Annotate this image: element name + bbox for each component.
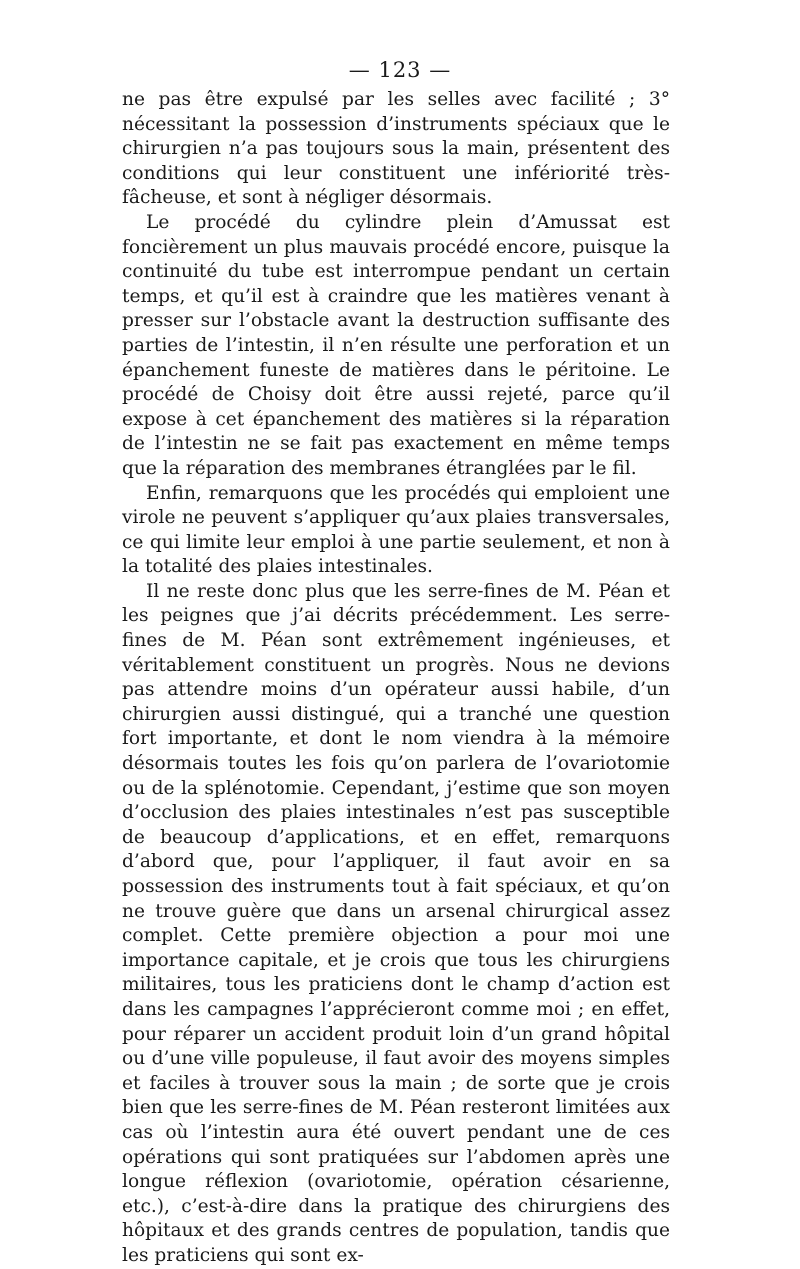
paragraph-amussat: Le procédé du cylindre plein d’Amussat est foncièrement un plus mauvais procédé encore, puisque la continuité du tube est interrompue pendant un certain temps, et qu’il est à craindre que les matières venant à presser sur l’obstacle avant la destruction suffisante des parties de l’intestin, il n’en résulte une perforation et un épanchement funeste de matières dans le péritoine. Le procédé de Choisy doit être aussi rejeté, parce qu’il expose à cet épanchement des matières si la réparation de l’intestin ne se fait pas exactement en même temps que la réparation des membranes étranglées par le fil. bbox=[122, 211, 670, 479]
body-text bbox=[122, 88, 670, 1269]
paragraph-virole: Enfin, remarquons que les procédés qui emploient une virole ne peuvent s’appliquer qu’aux plaies transversales, ce qui limite leur emploi à une partie seulement, et non à la totalité des plaies intestinales. bbox=[122, 482, 670, 578]
page-number: — 123 — bbox=[348, 58, 452, 82]
paragraph-continuation: ne pas être expulsé par les selles avec facilité ; 3° nécessitant la possession d’instruments spéciaux que le chirurgien n’a pas toujours sous la main, présentent des conditions qui leur constituent une infériorité très-fâcheuse, et sont à négliger désormais. bbox=[122, 89, 670, 209]
paragraph-serre-fines: Il ne reste donc plus que les serre-fines de M. Péan et les peignes que j’ai décrits précédemment. Les serre-fines de M. Péan sont extrêmement ingénieuses, et véritablement constituent un progrès. Nous ne devions pas attendre moins d’un opérateur aussi habile, d’un chirurgien aussi distingué, qui a tranché une question fort importante, et dont le nom viendra à la mémoire désormais toutes les fois qu’on parlera de l’ovariotomie ou de la splénotomie. Cependant, j’estime que son moyen d’occlusion des plaies intestinales n’est pas susceptible de beaucoup d’applications, et en effet, remarquons d’abord que, pour l’appliquer, il faut avoir en sa possession des instruments tout à fait spéciaux, et qu’on ne trouve guère que dans un arsenal chirurgical assez complet. Cette première objection a pour moi une importance capitale, et je crois que tous les chirurgiens militaires, tous les praticiens dont le champ d’action est dans les campagnes l’apprécieront comme moi ; en effet, pour réparer un accident produit loin d’un grand hôpital ou d’une ville populeuse, il faut avoir des moyens simples et faciles à trouver sous la main ; de sorte que je crois bien que les serre-fines de M. Péan resteront limitées aux cas où l’intestin aura été ouvert pendant une de ces opérations qui sont pratiquées sur l’abdomen après une longue réflexion (ovariotomie, opération césarienne, etc.), c’est-à-dire dans la pratique des chirurgiens des hôpitaux et des grands centres de population, tandis que les praticiens qui sont ex- bbox=[122, 580, 670, 1266]
